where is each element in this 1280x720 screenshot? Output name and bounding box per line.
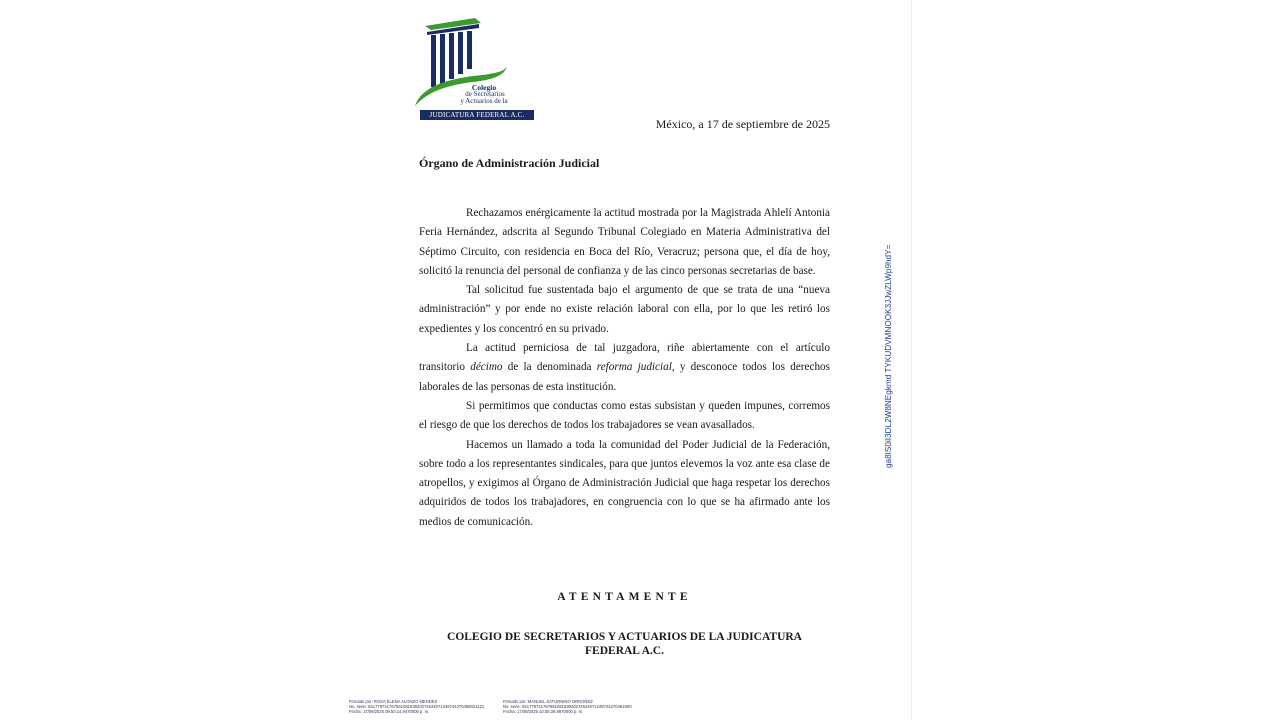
letter-date: México, a 17 de septiembre de 2025 [655,117,830,131]
paragraph-5: Hacemos un llamado a toda la comunidad del Poder Judicial de la Federación, sobre todo a los representantes sindicales, para que juntos elevemos la voz ante esa clase de atropellos, y exigimos al Órgano de Administración Judicial que haga respetar los derechos adquiridos de todos los trabajadores, en congruencia con lo que se ha afirmado ante los medios de comunicación. [419,438,830,528]
logo-line-2: de Secretarios [465,90,505,98]
signature-2-name: Firmado por: MANUEL SATURNINO ORDOÑEZ [503,699,593,704]
letter-body [419,204,830,532]
signature-1-name: Firmado por: ROSA ELENA ALONZO MENDEZ [349,699,438,704]
electronic-signature-2 [503,700,632,714]
paragraph-3-part-b: de la denominada [502,361,597,374]
paragraph-3-part-c: , y desconoce todos los derechos laborales de las personas de esta institución. [419,361,830,393]
paragraph-4: Si permitimos que conductas como estas subsistan y queden impunes, corremos el riesgo de que los derechos de todos los trabajadores se vean avasallados. [419,399,830,432]
paragraph-3-emphasis-1: décimo [470,361,503,374]
closing-salutation: ATENTAMENTE [557,591,692,603]
letter-addressee: Órgano de Administración Judicial [419,156,600,170]
logo-line-3: y Actuarios de la [460,97,508,105]
column-emblem-icon [413,14,537,122]
logo-wordmark [421,84,537,105]
colegio-logo [413,14,537,122]
organization-line-2: FEDERAL A.C. [585,645,664,657]
paragraph-3 [419,339,830,397]
paragraph-3-part-a: La actitud perniciosa de tal juzgadora, riñe abiertamente con el artículo transitorio [419,342,830,374]
signature-2-serial: No. serie: 64177974176766108193920274624071249744270461900 [503,703,632,709]
signing-organization [419,630,830,658]
electronic-signature-1 [349,700,484,714]
signature-2-date: Fecha: 17/09/2025 10:56:26.8670000 p. m. [503,708,584,714]
logo-line-1: Colegio [471,83,497,92]
logo-band: JUDICATURA FEDERAL A.C. [420,110,534,120]
verification-code: ga8IS0iI3DL2W8NEgkmd TYKUDVMNOOK3JJwZLWp9hdY= [884,244,893,468]
page-edge-divider [911,0,912,720]
paragraph-1: Rechazamos enérgicamente la actitud mostrada por la Magistrada Ahlelí Antonia Feria Hernández, adscrita al Segundo Tribunal Colegiado en Materia Administrativa del Séptimo Circuito, con residencia en Boca del Río, Veracruz; persona que, el día de hoy, solicitó la renuncia del personal de confianza y de las cinco personas secretarias de base. [419,207,830,277]
signature-1-date: Fecha: 17/09/2025 09:50:14.9470000 p. m. [349,708,430,714]
paragraph-2: Tal solicitud fue sustentada bajo el argumento de que se trata de una “nueva administración” y por ende no existe relación laboral con ella, por lo que les retiró los expedientes y los concentró en su privado. [419,284,830,335]
paragraph-3-emphasis-2: reforma judicial [596,361,672,374]
organization-line-1: COLEGIO DE SECRETARIOS Y ACTUARIOS DE LA JUDICATURA [447,631,802,643]
signature-1-serial: No. serie: 64177974176766108193920274624071249744270458021121 [349,703,485,709]
